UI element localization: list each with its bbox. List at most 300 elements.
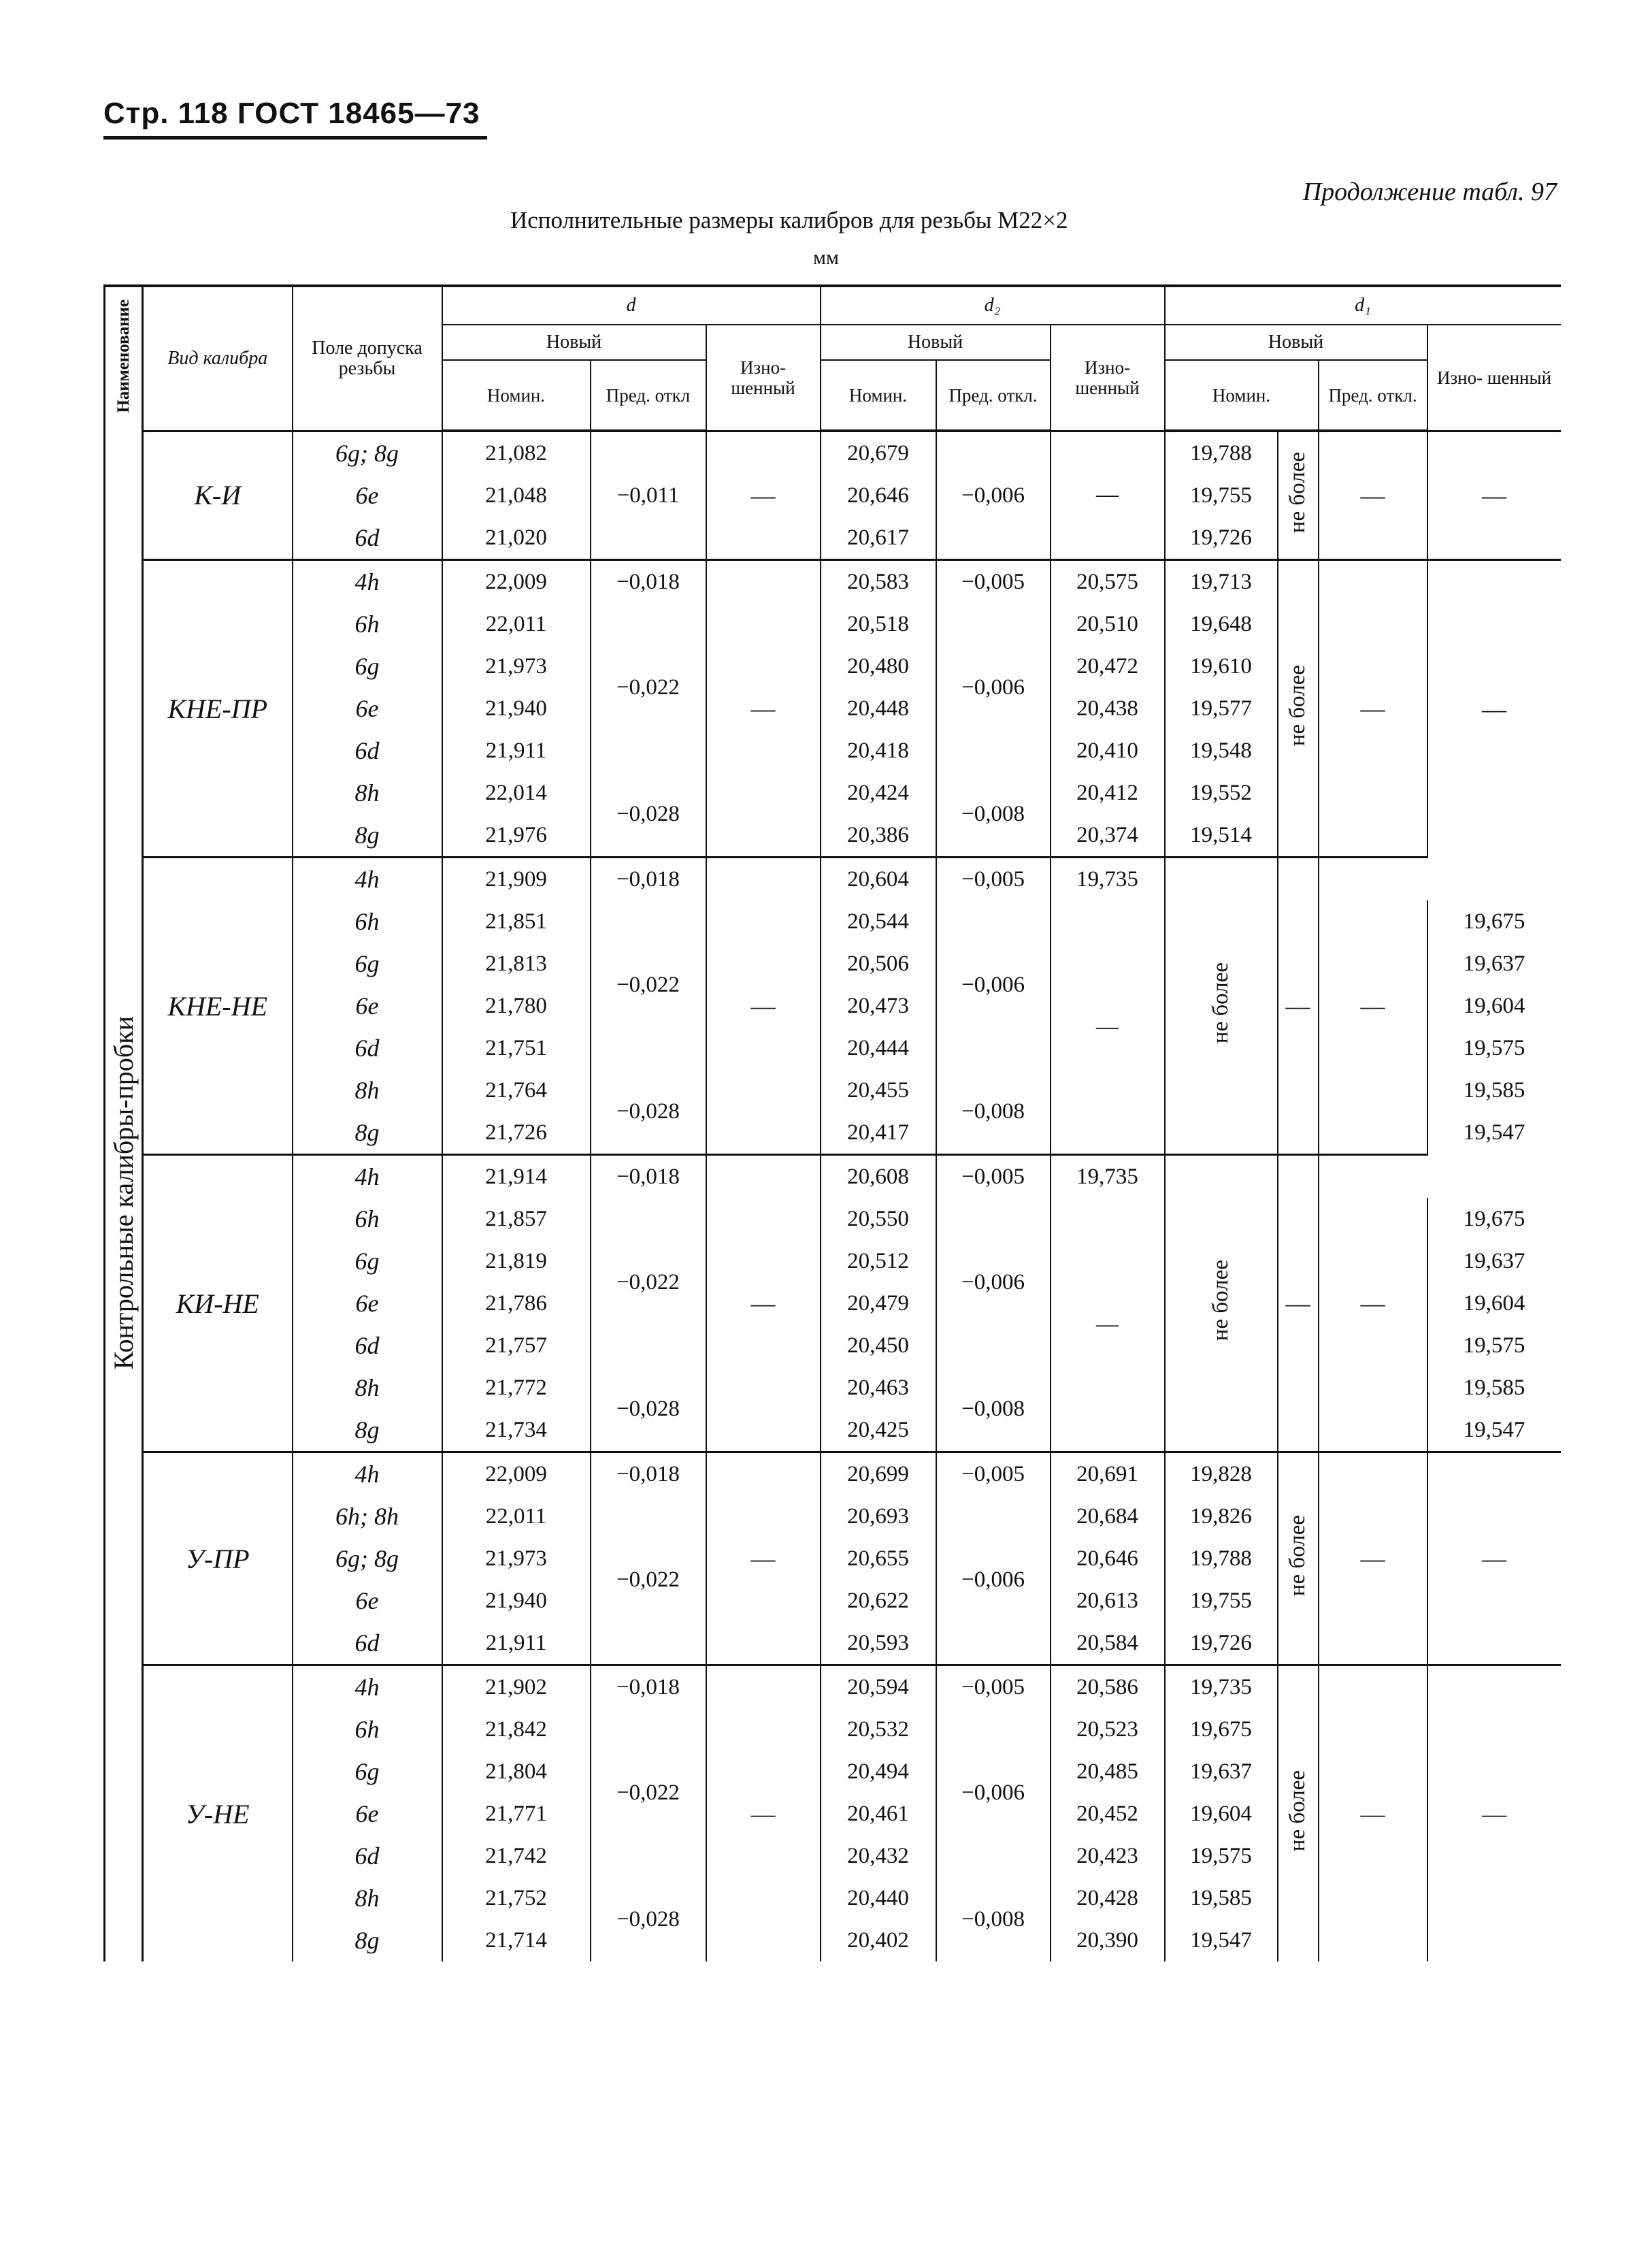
d2-deviation-value: −0,006	[961, 674, 1025, 700]
d-nominal-value: 21,909	[485, 866, 547, 892]
d-nominal-value: 21,734	[485, 1417, 547, 1442]
d1-nominal	[1427, 1282, 1561, 1324]
d1-worn-value: —	[1482, 1545, 1507, 1572]
d2-nominal	[821, 985, 936, 1027]
d-deviation-value: −0,022	[616, 1269, 680, 1294]
d2-deviation	[936, 1069, 1051, 1155]
gauge-kind-name: КНЕ-ПР	[167, 693, 268, 724]
tolerance-field-value: 8h	[354, 1374, 380, 1401]
d2-worn	[1051, 1877, 1165, 1919]
tolerance-field	[293, 858, 442, 901]
header-d2-pred-text: Пред. откл.	[948, 385, 1038, 406]
d2-nominal-value: 20,604	[847, 866, 909, 892]
d2-nominal	[821, 1919, 936, 1961]
d-nominal-value: 22,011	[485, 1503, 547, 1529]
d1-nominal-value: 19,788	[1190, 440, 1252, 466]
d-nominal-value: 21,973	[485, 653, 547, 679]
d2-nominal-value: 20,444	[847, 1035, 909, 1060]
d2-nominal	[821, 560, 936, 604]
tolerance-field	[293, 730, 442, 772]
tolerance-field	[293, 1198, 442, 1240]
tolerance-field-value: 6e	[355, 1290, 379, 1317]
d1-nominal	[1165, 1793, 1278, 1835]
header-d2-nomin-text: Номин.	[848, 385, 908, 406]
d-deviation-value: −0,028	[616, 1098, 680, 1124]
d1-nominal	[1427, 900, 1561, 943]
d1-nominal-value: 19,675	[1463, 1206, 1525, 1231]
d2-nominal	[821, 603, 936, 645]
d2-worn	[1051, 1495, 1165, 1537]
d-nominal-value: 21,714	[485, 1927, 547, 1953]
d-nominal-value: 21,020	[485, 525, 547, 550]
gauge-kind	[143, 1155, 293, 1452]
header-d2-pred	[936, 360, 1051, 431]
d1-deviation	[1319, 1452, 1427, 1665]
d1-nominal	[1427, 1111, 1561, 1155]
tolerance-field	[293, 814, 442, 858]
d-nominal-value: 21,751	[485, 1035, 547, 1060]
d2-worn	[1051, 645, 1165, 687]
d2-worn	[1051, 603, 1165, 645]
d-deviation-value: −0,028	[616, 801, 680, 826]
d2-deviation	[936, 858, 1051, 901]
d-nominal-value: 21,786	[485, 1290, 547, 1316]
d-nominal	[442, 943, 591, 985]
d-nominal	[442, 1198, 591, 1240]
tolerance-field-value: 4h	[354, 1461, 380, 1488]
d2-worn	[1051, 1580, 1165, 1622]
d-nominal	[442, 1111, 591, 1155]
tolerance-field	[293, 1367, 442, 1409]
d2-worn	[1051, 1708, 1165, 1750]
d1-deviation-value: —	[1285, 992, 1310, 1020]
d2-worn-value: 20,691	[1076, 1461, 1138, 1486]
d2-nominal-value: 20,450	[847, 1333, 909, 1358]
d2-nominal-value: 20,418	[847, 738, 909, 763]
d2-nominal-value: 20,608	[847, 1164, 909, 1189]
tolerance-field-value: 4h	[354, 866, 380, 893]
d1-nominal	[1427, 1240, 1561, 1282]
d1-worn-value: —	[1482, 481, 1507, 509]
tolerance-field	[293, 1665, 442, 1709]
d-nominal	[442, 1367, 591, 1409]
d2-nominal	[821, 1240, 936, 1282]
d-nominal-value: 21,048	[485, 483, 547, 508]
d-nominal-value: 22,009	[485, 1461, 547, 1486]
d-nominal-value: 21,914	[485, 1164, 547, 1189]
d2-nominal	[821, 1537, 936, 1580]
header-d1-pred	[1319, 360, 1427, 431]
d-nominal-value: 21,940	[485, 696, 547, 721]
page-header-text: Стр. 118 ГОСТ 18465—73	[103, 97, 480, 130]
d2-deviation	[936, 1155, 1051, 1199]
d1-nominal-value: 19,637	[1463, 1248, 1525, 1273]
d1-nominal-value: 19,826	[1190, 1503, 1252, 1529]
d-nominal	[442, 772, 591, 814]
d2-worn-value: 20,575	[1076, 569, 1138, 594]
not-more-cell	[1278, 1452, 1319, 1665]
not-more-label: не более	[1285, 1514, 1310, 1597]
tolerance-field	[293, 603, 442, 645]
d1-worn	[1427, 1665, 1561, 1962]
d-nominal-value: 22,014	[485, 780, 547, 805]
table-row	[105, 431, 1561, 474]
d-deviation-value: −0,018	[616, 1164, 680, 1189]
header-d-pred	[591, 360, 706, 431]
d1-nominal-value: 19,552	[1190, 780, 1252, 805]
d1-nominal	[1165, 1495, 1278, 1537]
not-more-cell	[1278, 1665, 1319, 1962]
d1-nominal	[1165, 603, 1278, 645]
d2-nominal	[821, 1198, 936, 1240]
d1-nominal-value: 19,604	[1463, 1290, 1525, 1316]
d-nominal-value: 21,771	[485, 1801, 547, 1826]
d1-nominal-value: 19,575	[1463, 1333, 1525, 1358]
d2-nominal	[821, 1877, 936, 1919]
gauge-kind-name: КНЕ-НЕ	[167, 990, 268, 1022]
header-d2-nomin	[821, 360, 936, 431]
tolerance-field	[293, 943, 442, 985]
d2-nominal-value: 20,494	[847, 1759, 909, 1784]
d1-nominal-value: 19,585	[1190, 1885, 1252, 1910]
d-deviation-value: −0,018	[616, 1674, 680, 1699]
d1-nominal	[1165, 1665, 1278, 1709]
d1-nominal	[1165, 1750, 1278, 1793]
d-nominal	[442, 1750, 591, 1793]
tolerance-field	[293, 431, 442, 474]
d-worn-value: —	[750, 1290, 776, 1317]
d2-worn	[1051, 730, 1165, 772]
d-deviation-value: −0,018	[616, 866, 680, 892]
d-nominal	[442, 1622, 591, 1665]
tolerance-field-value: 8g	[354, 1416, 380, 1444]
d2-nominal-value: 20,699	[847, 1461, 909, 1486]
tolerance-field-value: 8h	[354, 1077, 380, 1104]
table-row	[105, 1665, 1561, 1709]
d1-nominal	[1165, 645, 1278, 687]
d2-nominal	[821, 1027, 936, 1069]
d-nominal	[442, 1282, 591, 1324]
d-deviation-value: −0,018	[616, 569, 680, 594]
d1-nominal	[1165, 1919, 1278, 1961]
d1-worn	[1319, 858, 1427, 1155]
d-nominal	[442, 814, 591, 858]
gauge-kind-name: У-НЕ	[185, 1798, 250, 1829]
d1-nominal-value: 19,575	[1190, 1843, 1252, 1868]
side-label-cell	[105, 431, 143, 1961]
d2-deviation	[936, 560, 1051, 604]
d-deviation	[591, 560, 706, 604]
d2-nominal	[821, 858, 936, 901]
gauge-kind	[143, 560, 293, 858]
d2-nominal-value: 20,432	[847, 1843, 909, 1868]
d2-nominal-value: 20,622	[847, 1588, 909, 1613]
d-deviation-value: −0,022	[616, 1567, 680, 1592]
header-d1-novyi-text: Новый	[1268, 331, 1324, 353]
d1-nominal	[1165, 814, 1278, 858]
d2-worn	[1051, 560, 1165, 604]
d1-nominal	[1427, 1198, 1561, 1240]
d2-nominal-value: 20,417	[847, 1120, 909, 1145]
d-nominal-value: 21,902	[485, 1674, 547, 1699]
not-more-label: не более	[1285, 451, 1310, 534]
header-pole-text: Поле допуска резьбы	[312, 337, 423, 379]
d2-nominal	[821, 814, 936, 858]
d1-worn-value: —	[1482, 695, 1507, 723]
tolerance-field	[293, 1111, 442, 1155]
tolerance-field-value: 6g	[354, 1248, 380, 1275]
d-nominal-value: 21,819	[485, 1248, 547, 1273]
d-nominal-value: 21,726	[485, 1120, 547, 1145]
header-naimenovanie-text: Наименование	[114, 299, 133, 413]
tolerance-field-value: 6g; 8g	[335, 439, 399, 467]
d2-nominal-value: 20,544	[847, 909, 909, 934]
not-more-label: не более	[1285, 1770, 1310, 1852]
d2-nominal	[821, 1069, 936, 1111]
d2-worn-value: —	[1096, 1014, 1119, 1039]
d-nominal-value: 21,742	[485, 1843, 547, 1868]
tolerance-field-value: 6h	[354, 1716, 380, 1743]
d2-nominal	[821, 1452, 936, 1496]
d-nominal-value: 21,752	[485, 1885, 547, 1910]
tolerance-field	[293, 1708, 442, 1750]
d2-nominal	[821, 943, 936, 985]
d2-deviation-value: −0,005	[961, 866, 1025, 892]
tolerance-field	[293, 1155, 442, 1199]
d1-nominal-value: 19,675	[1190, 1716, 1252, 1742]
d2-nominal	[821, 730, 936, 772]
d1-worn-value: —	[1482, 1800, 1507, 1827]
d-nominal	[442, 603, 591, 645]
d-nominal-value: 21,976	[485, 822, 547, 847]
d-nominal-value: 21,851	[485, 909, 547, 934]
d-nominal	[442, 1495, 591, 1537]
d2-nominal	[821, 1367, 936, 1409]
tolerance-field	[293, 1919, 442, 1961]
d1-nominal	[1427, 1367, 1561, 1409]
d-nominal-value: 21,911	[485, 1630, 547, 1655]
d2-deviation	[936, 900, 1051, 1069]
tolerance-field-value: 4h	[354, 1674, 380, 1701]
d-deviation	[591, 431, 706, 560]
d-worn	[706, 1155, 821, 1452]
d-deviation	[591, 1452, 706, 1496]
d-deviation	[591, 1665, 706, 1709]
d2-nominal-value: 20,550	[847, 1206, 909, 1231]
d-nominal	[442, 687, 591, 730]
header-d1-iznosh	[1427, 325, 1561, 431]
d2-deviation	[936, 603, 1051, 772]
tolerance-field	[293, 1027, 442, 1069]
d2-nominal-value: 20,583	[847, 569, 909, 594]
header-d-iznosh-text: Изно- шенный	[731, 357, 795, 398]
tolerance-field-value: 6d	[354, 1035, 380, 1062]
d2-deviation-value: −0,006	[961, 1269, 1025, 1294]
d-nominal	[442, 474, 591, 517]
table-row	[105, 560, 1561, 604]
d-worn	[706, 1665, 821, 1962]
d-deviation	[591, 1198, 706, 1367]
page-header	[103, 97, 480, 131]
d2-nominal	[821, 1495, 936, 1537]
d-nominal	[442, 1324, 591, 1367]
d-nominal	[442, 431, 591, 474]
d2-nominal	[821, 1409, 936, 1452]
header-d2	[821, 286, 1165, 325]
d2-worn	[1051, 900, 1165, 1155]
d1-nominal	[1427, 1027, 1561, 1069]
d2-nominal-value: 20,440	[847, 1885, 909, 1910]
d2-worn	[1051, 1665, 1165, 1709]
d-nominal	[442, 900, 591, 943]
tolerance-field-value: 8h	[354, 779, 380, 807]
gauge-kind-name: К-И	[194, 480, 242, 511]
d2-deviation	[936, 1665, 1051, 1709]
d1-deviation	[1278, 1155, 1319, 1452]
d2-nominal	[821, 517, 936, 560]
d-nominal	[442, 1537, 591, 1580]
d1-nominal-value: 19,585	[1463, 1077, 1525, 1103]
d2-deviation-value: −0,006	[961, 483, 1025, 508]
d2-nominal	[821, 1835, 936, 1877]
d-nominal	[442, 1665, 591, 1709]
d1-nominal	[1165, 772, 1278, 814]
d2-nominal	[821, 1282, 936, 1324]
header-d1-pred-text: Пред. откл.	[1328, 385, 1417, 406]
d-deviation-value: −0,028	[616, 1396, 680, 1421]
header-d2-iznosh	[1051, 325, 1165, 431]
header-d	[442, 286, 821, 325]
d2-nominal-value: 20,594	[847, 1674, 909, 1699]
d1-worn	[1427, 1452, 1561, 1665]
d2-nominal	[821, 645, 936, 687]
gauge-kind	[143, 431, 293, 560]
tolerance-field-value: 6e	[355, 992, 379, 1020]
d-nominal-value: 21,780	[485, 993, 547, 1018]
d1-nominal	[1165, 1877, 1278, 1919]
d-nominal	[442, 1155, 591, 1199]
header-vid	[143, 286, 293, 431]
tolerance-field-value: 6d	[354, 1332, 380, 1359]
tolerance-field	[293, 900, 442, 943]
d-nominal	[442, 985, 591, 1027]
d-nominal	[442, 1919, 591, 1961]
d1-nominal-value: 19,547	[1463, 1120, 1525, 1145]
header-d-iznosh	[706, 325, 821, 431]
not-more-label: не более	[1285, 664, 1310, 747]
d2-worn-value: 20,423	[1076, 1843, 1138, 1868]
tolerance-field-value: 6e	[355, 1587, 379, 1614]
d2-deviation-value: −0,006	[961, 1780, 1025, 1805]
header-d2-iznosh-text: Изно- шенный	[1075, 357, 1140, 398]
d-deviation-value: −0,018	[616, 1461, 680, 1486]
header-d1-text: d₁	[1355, 295, 1371, 316]
d1-nominal-value: 19,514	[1190, 822, 1252, 847]
not-more-cell	[1278, 431, 1319, 560]
d2-nominal	[821, 1155, 936, 1199]
d1-worn	[1427, 431, 1561, 560]
d1-deviation-value: —	[1285, 1290, 1310, 1317]
d2-worn-value: 20,410	[1076, 738, 1138, 763]
d2-deviation-value: −0,008	[961, 1396, 1025, 1421]
d-nominal	[442, 1835, 591, 1877]
d-nominal-value: 21,911	[485, 738, 547, 763]
tolerance-field-value: 6h; 8h	[335, 1503, 399, 1530]
d-worn	[706, 431, 821, 560]
d2-deviation	[936, 1708, 1051, 1877]
d1-nominal-value: 19,648	[1190, 611, 1252, 636]
d2-deviation-value: −0,008	[961, 801, 1025, 826]
d-nominal-value: 21,757	[485, 1333, 547, 1358]
d1-worn-value: —	[1360, 992, 1385, 1020]
d1-nominal	[1165, 687, 1278, 730]
side-label: Контрольные калибры-пробки	[108, 1016, 139, 1370]
not-more-label: не более	[1208, 1259, 1234, 1341]
tolerance-field-value: 6e	[355, 1800, 379, 1827]
d2-nominal	[821, 1793, 936, 1835]
d1-nominal-value: 19,577	[1190, 696, 1252, 721]
not-more-cell	[1278, 560, 1319, 858]
d2-deviation	[936, 772, 1051, 858]
gauge-kind	[143, 858, 293, 1155]
d1-nominal	[1427, 943, 1561, 985]
header-d-nomin-text: Номин.	[486, 385, 546, 406]
d-nominal	[442, 858, 591, 901]
d1-nominal-value: 19,735	[1076, 1164, 1138, 1189]
d2-worn	[1051, 687, 1165, 730]
tolerance-field-value: 6h	[354, 908, 380, 935]
d1-nominal	[1051, 858, 1165, 901]
d1-nominal-value: 19,575	[1463, 1035, 1525, 1060]
d2-worn-value: 20,586	[1076, 1674, 1138, 1699]
tolerance-field-value: 4h	[354, 568, 380, 596]
d2-worn-value: 20,584	[1076, 1630, 1138, 1655]
d2-nominal	[821, 1665, 936, 1709]
d2-worn-value: 20,428	[1076, 1885, 1138, 1910]
d2-deviation-value: −0,006	[961, 1567, 1025, 1592]
continuation-label: Продолжение табл. 97	[1302, 178, 1557, 206]
d-worn	[706, 560, 821, 858]
d-worn-value: —	[750, 695, 776, 722]
tolerance-field-value: 6h	[354, 1205, 380, 1233]
d2-nominal-value: 20,463	[847, 1375, 909, 1400]
tolerance-field	[293, 1069, 442, 1111]
d1-nominal-value: 19,755	[1190, 1588, 1252, 1613]
d2-deviation	[936, 1452, 1051, 1496]
d1-nominal-value: 19,547	[1190, 1927, 1252, 1953]
d2-worn-value: 20,438	[1076, 696, 1138, 721]
d1-worn	[1427, 560, 1561, 858]
gauge-kind-name: У-ПР	[185, 1543, 250, 1574]
tolerance-field	[293, 1409, 442, 1452]
d-deviation	[591, 772, 706, 858]
d1-nominal-value: 19,735	[1076, 866, 1138, 892]
d2-worn	[1051, 1750, 1165, 1793]
d2-worn-value: 20,684	[1076, 1503, 1138, 1529]
header-rule	[103, 136, 487, 140]
d2-nominal-value: 20,532	[847, 1716, 909, 1742]
d2-worn	[1051, 1198, 1165, 1452]
d2-nominal-value: 20,461	[847, 1801, 909, 1826]
header-d-pred-text: Пред. откл	[606, 385, 691, 406]
d2-worn-value: 20,613	[1076, 1588, 1138, 1613]
d1-nominal-value: 19,547	[1463, 1417, 1525, 1442]
d2-deviation	[936, 431, 1051, 560]
d-worn	[706, 858, 821, 1155]
d1-nominal	[1427, 1409, 1561, 1452]
d-deviation-value: −0,022	[616, 674, 680, 700]
d1-nominal	[1165, 560, 1278, 604]
